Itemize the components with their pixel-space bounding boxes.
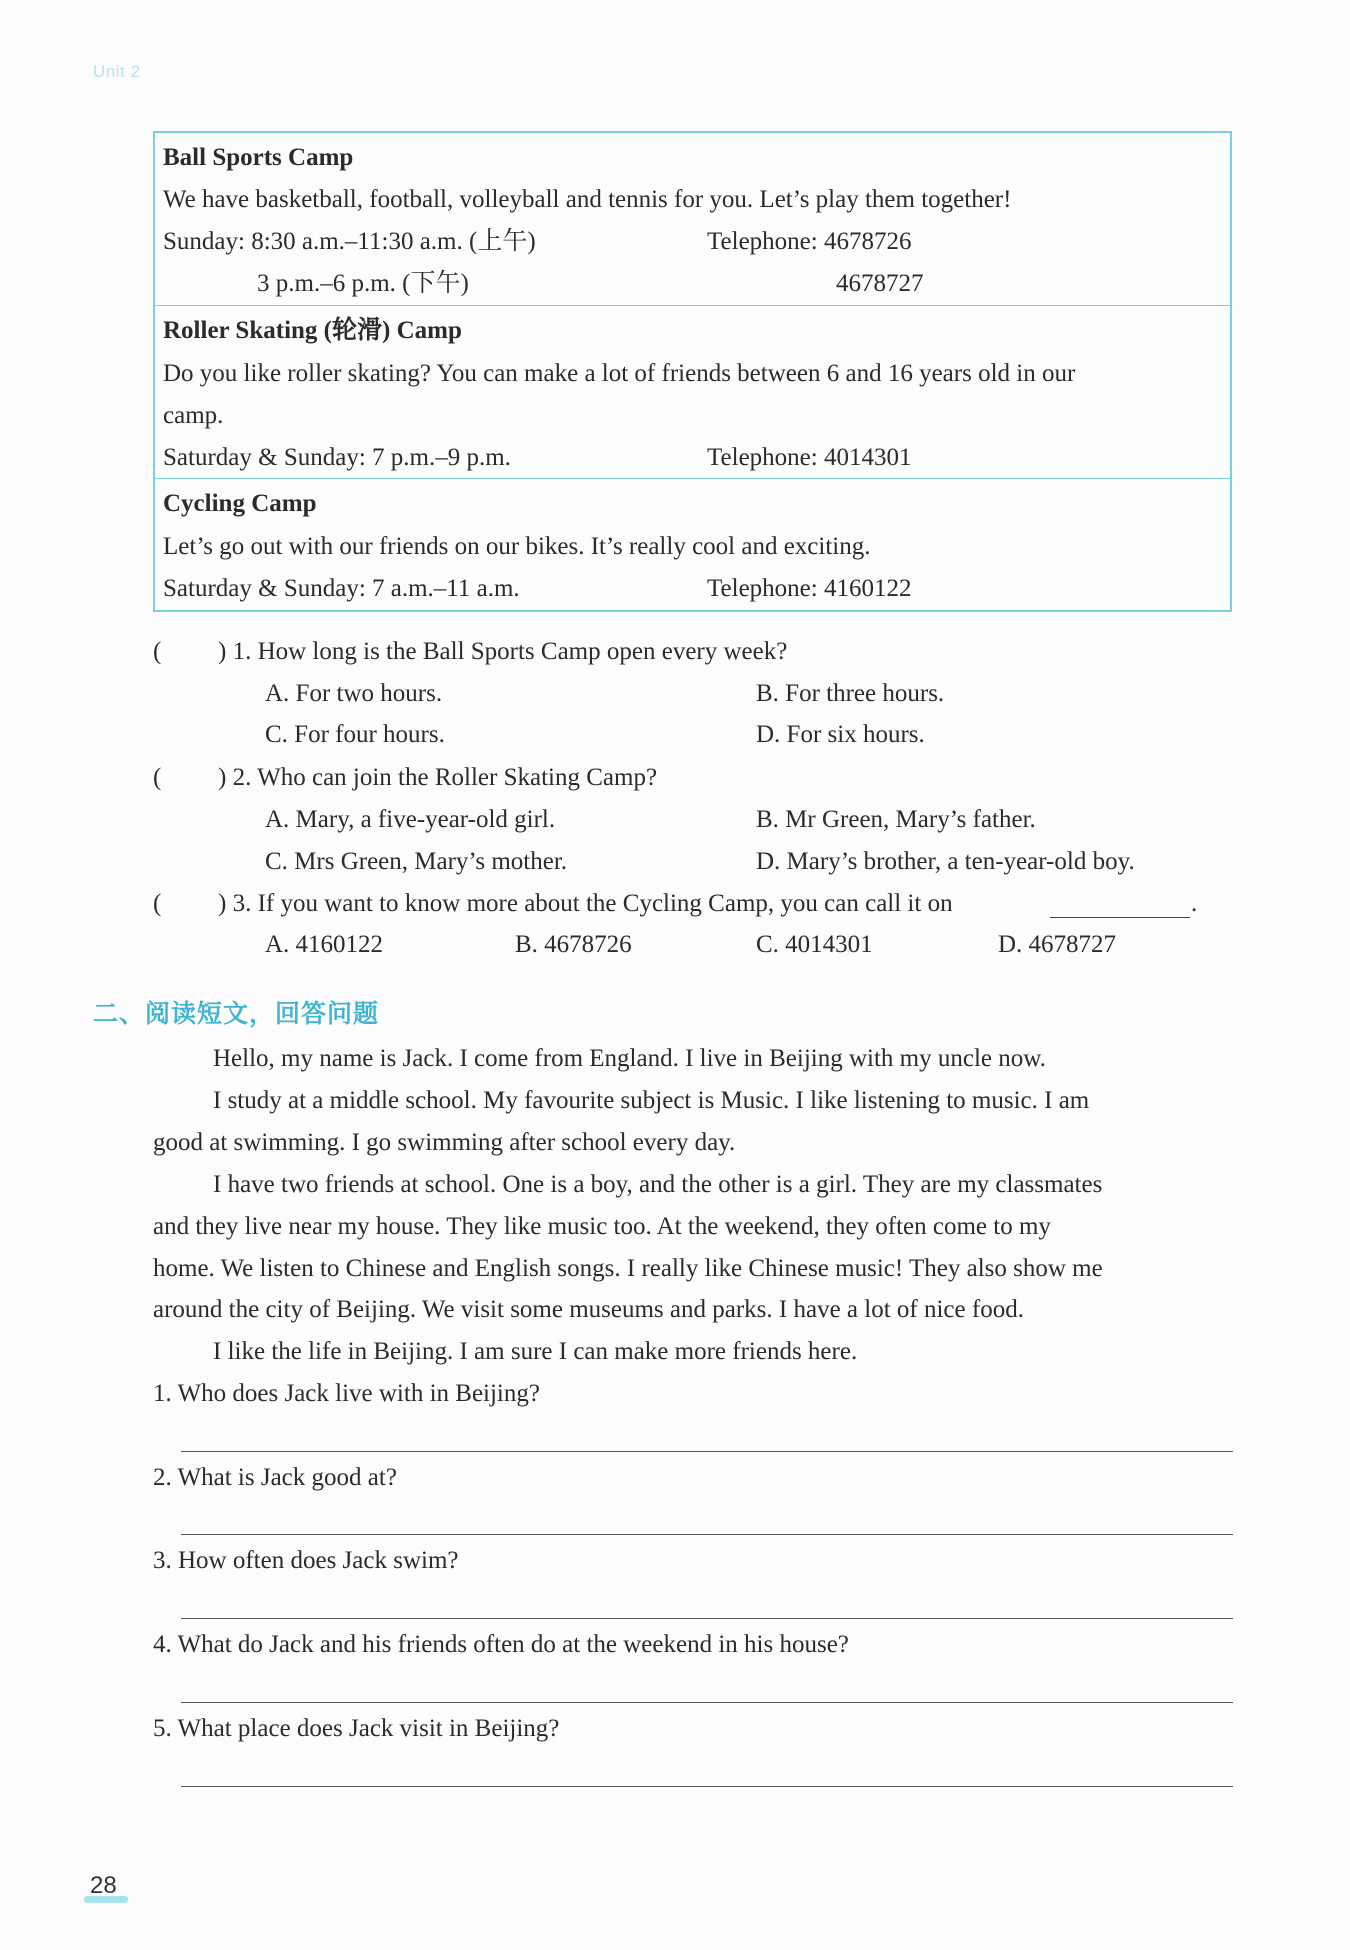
passage-line: good at swimming. I go swimming after school every day. (153, 1129, 736, 1156)
camp-divider (155, 305, 1230, 306)
camp-phone: 4678727 (836, 270, 924, 297)
option: C. 4014301 (756, 931, 873, 958)
option: B. 4678726 (515, 931, 632, 958)
option: D. Mary’s brother, a ten-year-old boy. (756, 848, 1135, 875)
question-stem: ) 2. Who can join the Roller Skating Camp? (218, 764, 658, 791)
camp-phone: Telephone: 4160122 (707, 575, 912, 602)
camp-description: Do you like roller skating? You can make a lot of friends between 6 and 16 years old in our (163, 360, 1076, 387)
camp-schedule: Sunday: 8:30 a.m.–11:30 a.m. (上午) (163, 228, 536, 255)
option: A. 4160122 (265, 931, 384, 958)
option: B. Mr Green, Mary’s father. (756, 806, 1036, 833)
option: C. Mrs Green, Mary’s mother. (265, 848, 568, 875)
answer-paren[interactable]: ( (153, 764, 162, 791)
passage-line: around the city of Beijing. We visit some museums and parks. I have a lot of nice food. (153, 1296, 1024, 1323)
camp-title: Cycling Camp (163, 490, 317, 517)
question-stem-end: . (1191, 890, 1198, 917)
answer-paren[interactable]: ( (153, 890, 162, 917)
camp-description: Let’s go out with our friends on our bikes. It’s really cool and exciting. (163, 533, 871, 560)
short-answer-question: 4. What do Jack and his friends often do at the weekend in his house? (153, 1631, 849, 1658)
passage-line: and they live near my house. They like music too. At the weekend, they often come to my (153, 1213, 1051, 1240)
camp-description: We have basketball, football, volleyball and tennis for you. Let’s play them together! (163, 186, 1012, 213)
passage-line: Hello, my name is Jack. I come from England. I live in Beijing with my uncle now. (213, 1045, 1046, 1072)
camp-description: camp. (163, 402, 224, 429)
unit-label: Unit 2 (93, 62, 141, 81)
option: D. For six hours. (756, 721, 925, 748)
camp-phone: Telephone: 4014301 (707, 444, 912, 471)
answer-line[interactable] (181, 1702, 1233, 1703)
option: D. 4678727 (998, 931, 1117, 958)
option: B. For three hours. (756, 680, 945, 707)
short-answer-question: 5. What place does Jack visit in Beijing? (153, 1715, 560, 1742)
passage-line: home. We listen to Chinese and English songs. I really like Chinese music! They also show me (153, 1255, 1103, 1282)
fill-blank[interactable] (1050, 917, 1190, 918)
passage-line: I like the life in Beijing. I am sure I can make more friends here. (213, 1338, 858, 1365)
option: A. For two hours. (265, 680, 443, 707)
short-answer-question: 2. What is Jack good at? (153, 1464, 397, 1491)
option: A. Mary, a five-year-old girl. (265, 806, 556, 833)
camp-title: Roller Skating (轮滑) Camp (163, 317, 462, 344)
page-number: 28 (90, 1872, 117, 1899)
passage-line: I study at a middle school. My favourite subject is Music. I like listening to music. I am (213, 1087, 1090, 1114)
answer-line[interactable] (181, 1786, 1233, 1787)
answer-line[interactable] (181, 1618, 1233, 1619)
camp-schedule: Saturday & Sunday: 7 p.m.–9 p.m. (163, 444, 511, 471)
camp-divider (155, 478, 1230, 479)
short-answer-question: 3. How often does Jack swim? (153, 1547, 459, 1574)
camp-title: Ball Sports Camp (163, 144, 354, 171)
passage-line: I have two friends at school. One is a boy, and the other is a girl. They are my classmates (213, 1171, 1103, 1198)
answer-paren[interactable]: ( (153, 638, 162, 665)
question-stem: ) 3. If you want to know more about the Cycling Camp, you can call it on (218, 890, 953, 917)
answer-line[interactable] (181, 1451, 1233, 1452)
answer-line[interactable] (181, 1534, 1233, 1535)
section-title: 二、阅读短文，回答问题 (93, 999, 380, 1028)
camp-phone: Telephone: 4678726 (707, 228, 912, 255)
camp-schedule: 3 p.m.–6 p.m. (下午) (257, 270, 469, 297)
option: C. For four hours. (265, 721, 445, 748)
question-stem: ) 1. How long is the Ball Sports Camp open every week? (218, 638, 788, 665)
short-answer-question: 1. Who does Jack live with in Beijing? (153, 1380, 540, 1407)
camp-schedule: Saturday & Sunday: 7 a.m.–11 a.m. (163, 575, 520, 602)
